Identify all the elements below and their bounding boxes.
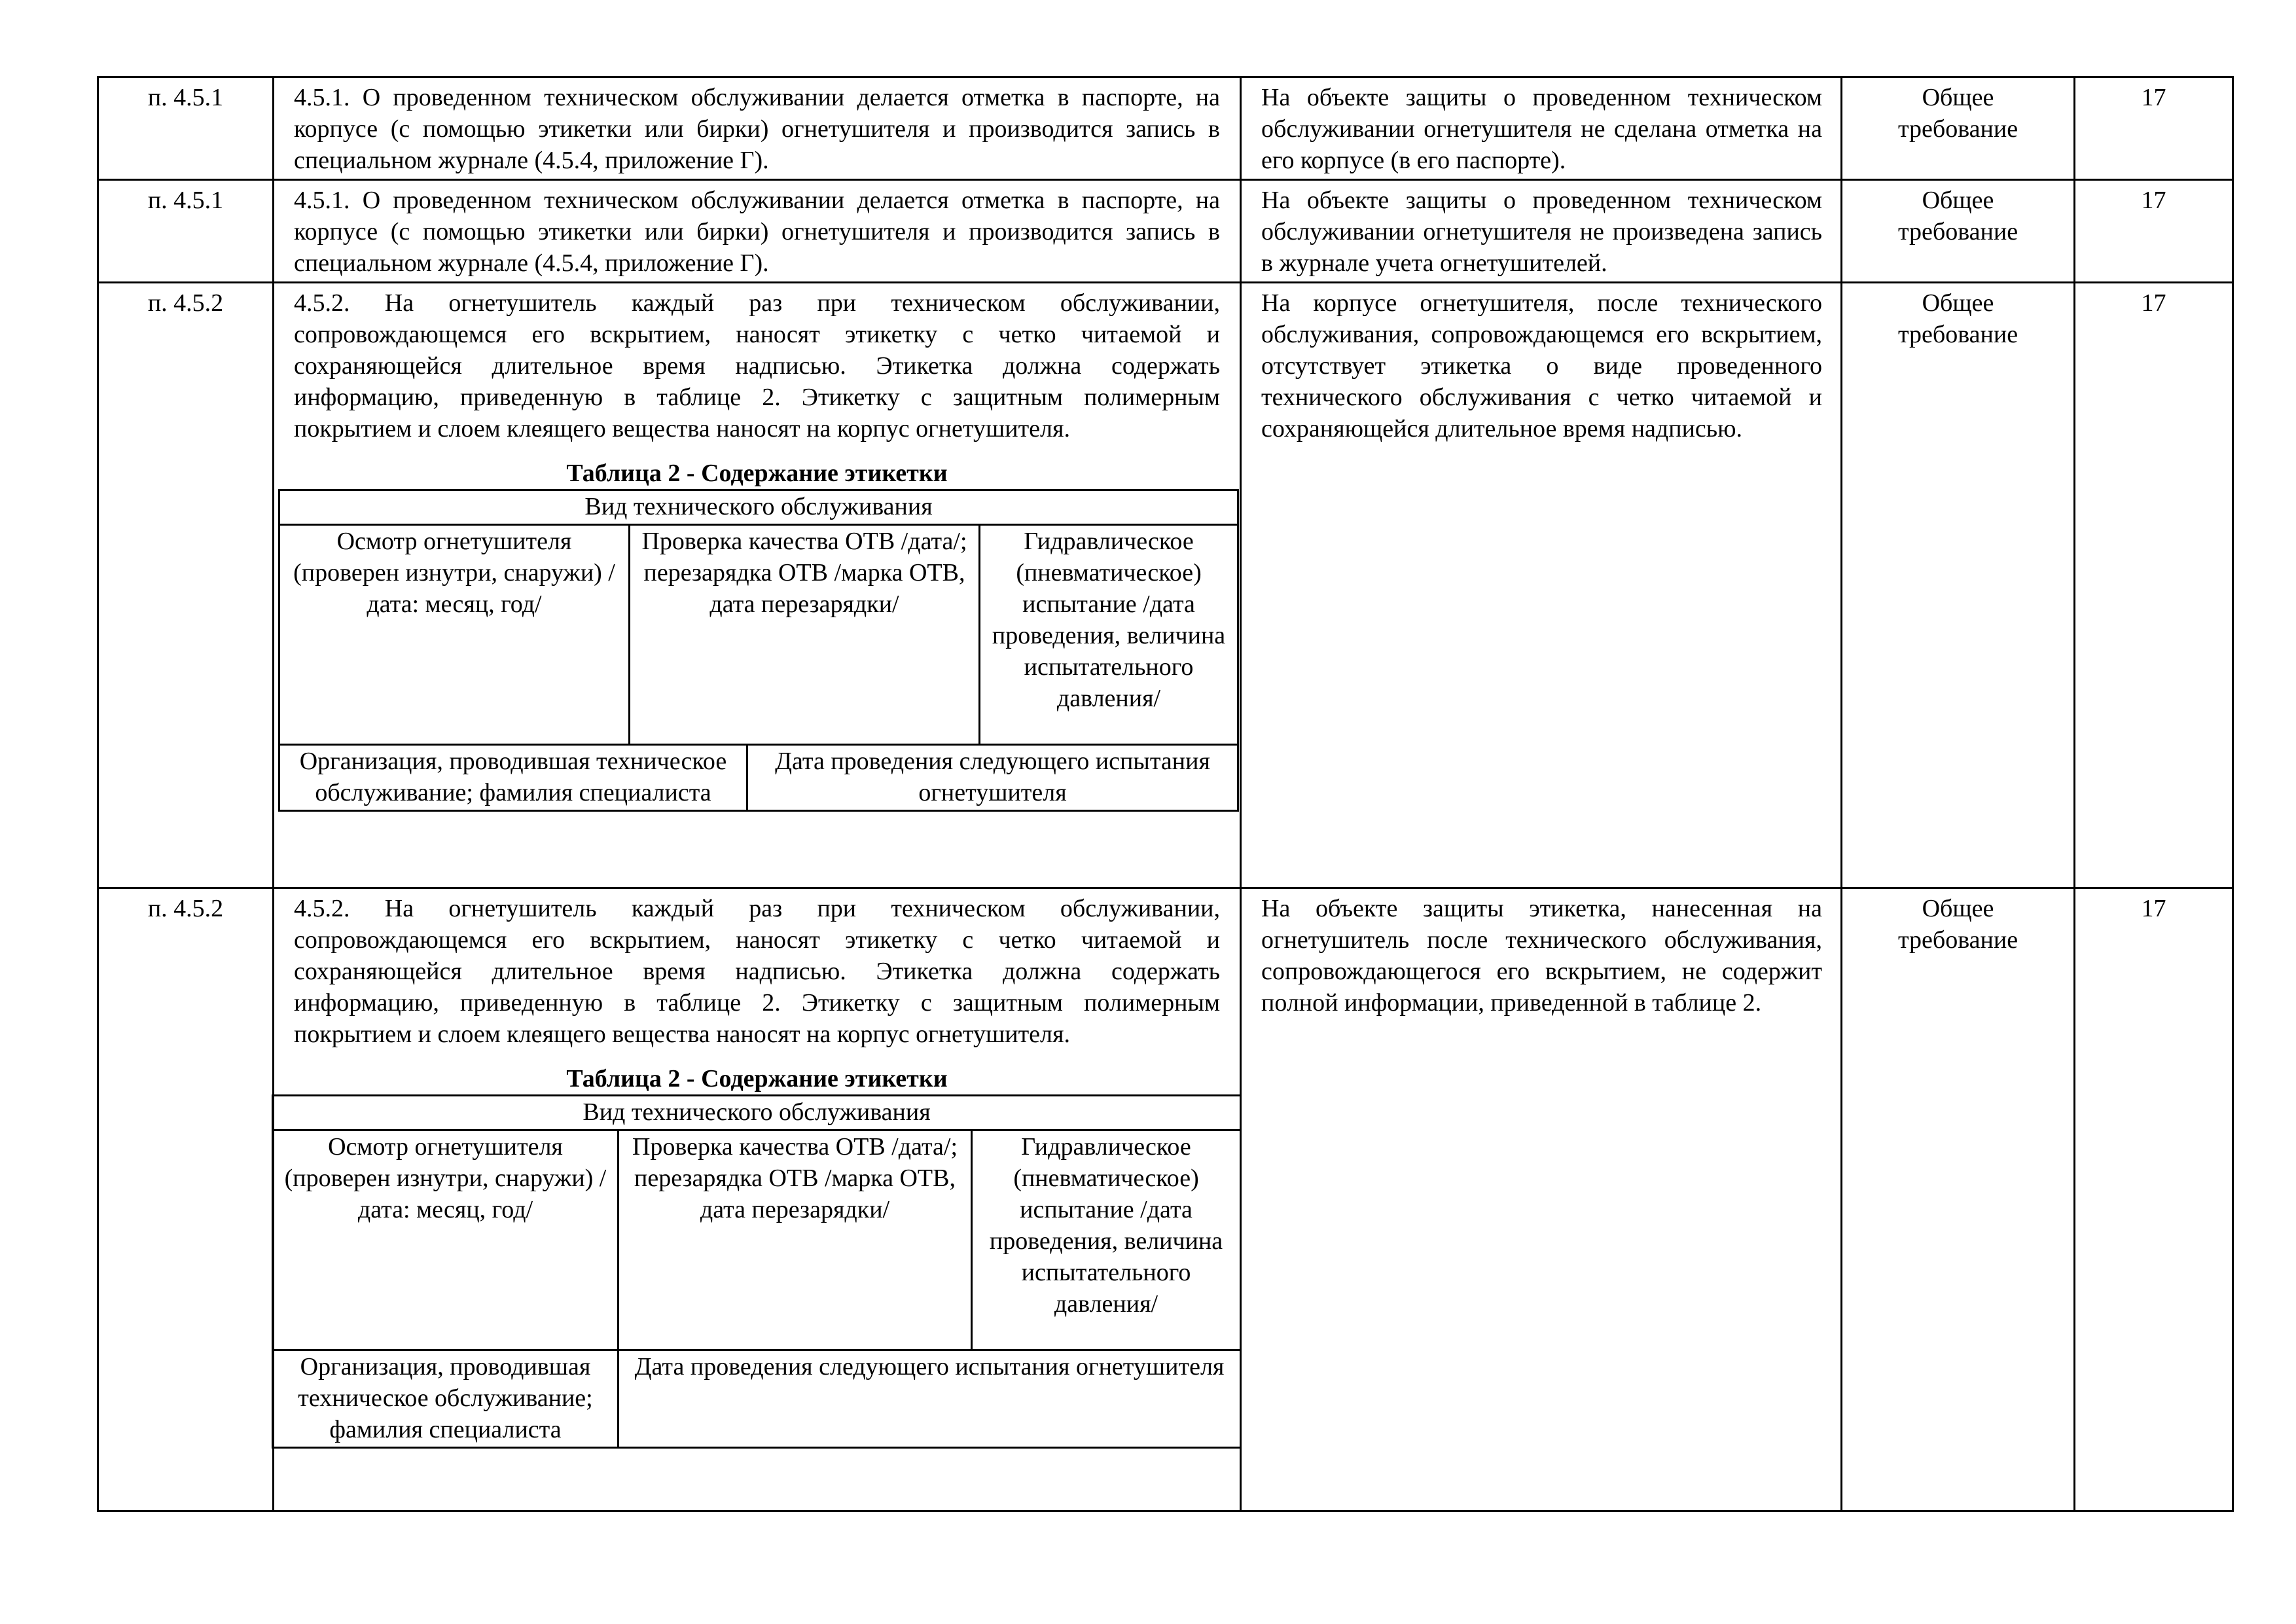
reference-cell: п. 4.5.1 (98, 180, 274, 283)
violation-text: На объекте защиты о проведенном техническом обслуживании огнетушителя не произведена запись в журнале учета огнетушителей. (1261, 187, 1822, 277)
number-cell: 17 (2075, 283, 2233, 888)
violation-text: На объекте защиты этикетка, нанесенная на огнетушитель после технического обслуживания, сопровождающегося его вскрытием, не содержит полной информации, приведенной в таблице 2. (1261, 895, 1822, 1017)
requirement-cell (274, 180, 1241, 283)
table-row (98, 888, 2233, 1511)
label-col-quality: Проверка качества ОТВ /дата/; перезарядка ОТВ /марка ОТВ, дата перезарядки/ (630, 525, 980, 745)
requirement-text: 4.5.2. На огнетушитель каждый раз при техническом обслуживании, сопровождающемся его вскрытием, наносят этикетку с четко читаемой и сохраняющейся длительное время надписью. Этикетка должна содержать информацию, приведенную в таблице 2. Этикетку с защитным полимерным покрытием и слоем клеящего вещества наносят на корпус огнетушителя. (294, 289, 1220, 442)
label-table-caption: Таблица 2 - Содержание этикетки (566, 460, 948, 487)
label-table-caption: Таблица 2 - Содержание этикетки (566, 1065, 948, 1092)
label-col-inspection: Осмотр огнетушителя (проверен изнутри, снаружи) /дата: месяц, год/ (273, 1130, 619, 1350)
requirement-text: 4.5.1. О проведенном техническом обслуживании делается отметка в паспорте, на корпусе (с помощью этикетки или бирки) огнетушителя и производится запись в специальном журнале (4.5.4, приложение Г). (294, 84, 1220, 174)
label-col-next-date: Дата проведения следующего испытания огнетушителя (747, 745, 1238, 811)
requirements-table (97, 76, 2234, 1512)
requirement-cell (274, 77, 1241, 180)
reference-cell: п. 4.5.2 (98, 283, 274, 888)
label-content-table (278, 489, 1239, 812)
number-cell: 17 (2075, 77, 2233, 180)
label-table-header: Вид технического обслуживания (279, 490, 1238, 525)
requirement-cell (274, 888, 1241, 1511)
table-row (98, 283, 2233, 888)
violation-cell (1241, 888, 1842, 1511)
reference-cell: п. 4.5.1 (98, 77, 274, 180)
violation-text: На объекте защиты о проведенном техническом обслуживании огнетушителя не сделана отметка на его корпусе (в его паспорте). (1261, 84, 1822, 174)
label-col-inspection: Осмотр огнетушителя (проверен изнутри, снаружи) /дата: месяц, год/ (279, 525, 630, 745)
label-content-table (272, 1094, 1242, 1449)
violation-cell (1241, 283, 1842, 888)
violation-text: На корпусе огнетушителя, после технического обслуживания, сопровождающемся его вскрытием, отсутствует этикетка о виде проведенного технического обслуживания с четко читаемой и сохраняющейся длительное время надписью. (1261, 289, 1822, 442)
requirement-type-cell: Общее требование (1842, 180, 2075, 283)
violation-cell (1241, 77, 1842, 180)
label-table-header: Вид технического обслуживания (273, 1096, 1241, 1130)
table-row (98, 180, 2233, 283)
requirement-type-cell: Общее требование (1842, 888, 2075, 1511)
reference-cell: п. 4.5.2 (98, 888, 274, 1511)
table-row (98, 77, 2233, 180)
label-col-quality: Проверка качества ОТВ /дата/; перезарядка ОТВ /марка ОТВ, дата перезарядки/ (619, 1130, 972, 1350)
requirement-type-cell: Общее требование (1842, 283, 2075, 888)
label-col-organization: Организация, проводившая техническое обслуживание; фамилия специалиста (279, 745, 747, 811)
number-cell: 17 (2075, 180, 2233, 283)
number-cell: 17 (2075, 888, 2233, 1511)
violation-cell (1241, 180, 1842, 283)
requirement-type-cell: Общее требование (1842, 77, 2075, 180)
label-col-hydraulic: Гидравлическое (пневматическое) испытание /дата проведения, величина испытательного давления/ (972, 1130, 1241, 1350)
requirement-text: 4.5.1. О проведенном техническом обслуживании делается отметка в паспорте, на корпусе (с помощью этикетки или бирки) огнетушителя и производится запись в специальном журнале (4.5.4, приложение Г). (294, 187, 1220, 277)
requirement-cell (274, 283, 1241, 888)
label-col-next-date: Дата проведения следующего испытания огнетушителя (619, 1350, 1241, 1448)
label-col-organization: Организация, проводившая техническое обслуживание; фамилия специалиста (273, 1350, 619, 1448)
requirement-text: 4.5.2. На огнетушитель каждый раз при техническом обслуживании, сопровождающемся его вскрытием, наносят этикетку с четко читаемой и сохраняющейся длительное время надписью. Этикетка должна содержать информацию, приведенную в таблице 2. Этикетку с защитным полимерным покрытием и слоем клеящего вещества наносят на корпус огнетушителя. (294, 895, 1220, 1048)
label-col-hydraulic: Гидравлическое (пневматическое) испытание /дата проведения, величина испытательного давления/ (980, 525, 1238, 745)
